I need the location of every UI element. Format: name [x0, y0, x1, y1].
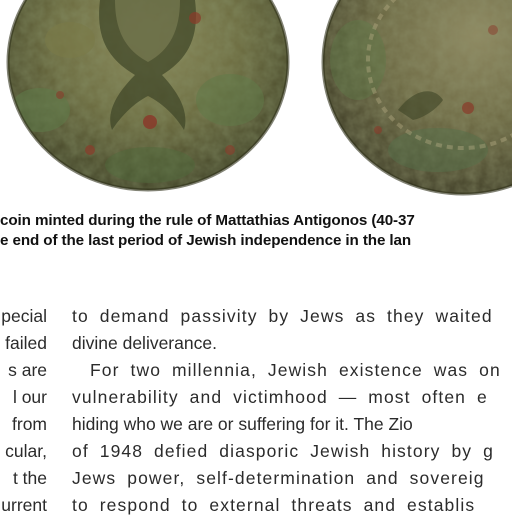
left-column-line: from	[12, 414, 47, 434]
coin-left-graphic	[0, 0, 290, 192]
body-line: vulnerability and victimhood — most often e	[72, 387, 488, 407]
image-caption-line-2: e end of the last period of Jewish independence in the lan	[0, 232, 412, 249]
left-column-line: failed	[5, 333, 47, 353]
image-caption-line-1: coin minted during the rule of Mattathias Antigonos (40-37	[0, 212, 415, 229]
left-column-line: t the	[12, 468, 47, 488]
body-line: Jews power, self-determination and sovereig	[72, 468, 485, 488]
right-text-column	[72, 303, 512, 519]
coin-right-graphic	[318, 0, 512, 196]
left-column-line: s are	[8, 360, 47, 380]
body-line: divine deliverance.	[72, 333, 217, 353]
body-line: of 1948 defied diasporic Jewish history by g	[72, 441, 494, 461]
body-line: hiding who we are or suffering for it. The Zio	[72, 414, 413, 434]
left-column-line: urrent	[1, 495, 47, 515]
left-column-line: cular,	[5, 441, 47, 461]
body-line: to demand passivity by Jews as they waited	[72, 306, 493, 326]
coin-image-right	[318, 0, 512, 196]
left-text-column	[0, 303, 47, 519]
left-column-line: l our	[12, 387, 47, 407]
body-line: to respond to external threats and establis	[72, 495, 476, 515]
left-column-line: pecial	[1, 306, 47, 326]
coin-image-left	[0, 0, 290, 192]
body-line: For two millennia, Jewish existence was on	[90, 360, 501, 380]
